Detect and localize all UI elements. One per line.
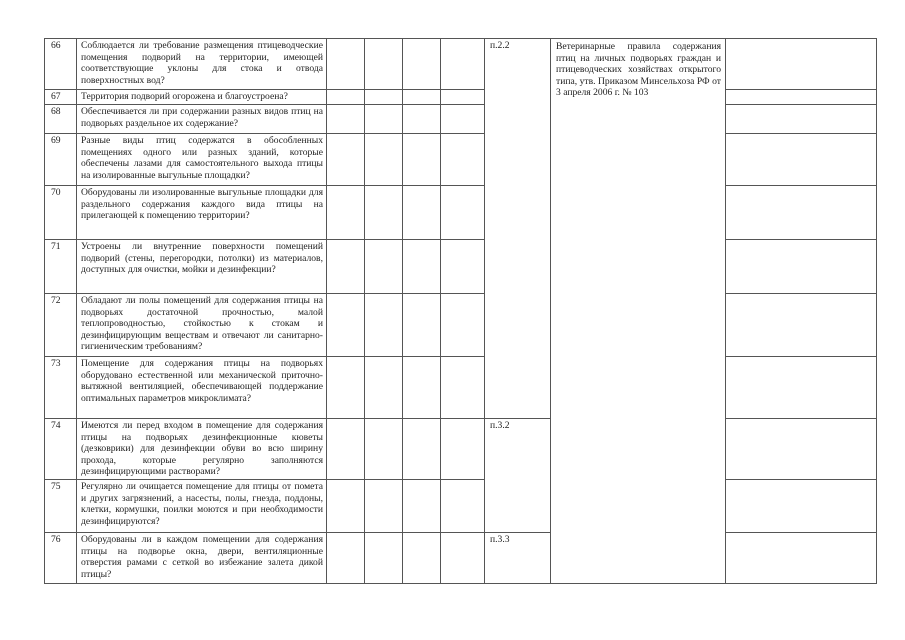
checklist-page [44,38,876,583]
table-row [45,90,877,105]
answer-cell-note [441,480,485,533]
answer-cell-na [403,186,441,240]
row-number: 76 [45,533,77,584]
answer-cell-yes [327,480,365,533]
answer-cell-yes [327,39,365,90]
answer-cell-yes [327,240,365,294]
row-number: 73 [45,357,77,419]
table-row [45,39,877,90]
answer-cell-no [365,419,403,480]
answer-cell-note [441,90,485,105]
answer-cell-no [365,294,403,357]
answer-cell-note [441,39,485,90]
requirement-text: Устроены ли внутренние поверхности помещений подворий (стены, перегородки, потолки) из материалов, доступных для очистки, мойки и дезинфекции? [77,240,327,294]
reference-clause: п.3.2 [485,419,551,533]
table-row [45,419,877,480]
answer-cell-na [403,419,441,480]
answer-cell-no [365,357,403,419]
table-row [45,533,877,584]
requirement-text: Территория подворий огорожена и благоустроена? [77,90,327,105]
requirement-text: Оборудованы ли в каждом помещении для содержания птицы на подворье окна, двери, вентиляционные отверстия рамами с сеткой во избежание залета дикой птицы? [77,533,327,584]
reference-clause: п.3.3 [485,533,551,584]
answer-cell-na [403,240,441,294]
answer-cell-na [403,90,441,105]
remarks-cell [726,533,877,584]
requirement-text: Обеспечивается ли при содержании разных видов птиц на подворьях раздельное их содержание? [77,105,327,134]
answer-cell-yes [327,419,365,480]
answer-cell-na [403,105,441,134]
answer-cell-yes [327,294,365,357]
answer-cell-yes [327,357,365,419]
answer-cell-note [441,105,485,134]
requirement-text: Разные виды птиц содержатся в обособленных помещениях одного или разных зданий, которые обеспечены лазами для самостоятельного выхода птицы на изолированные выгульные площадки? [77,134,327,186]
answer-cell-note [441,134,485,186]
reference-clause: п.2.2 [485,39,551,419]
requirement-text: Оборудованы ли изолированные выгульные площадки для раздельного содержания каждого вида птицы на прилегающей к помещению территории? [77,186,327,240]
remarks-cell [726,134,877,186]
answer-cell-no [365,533,403,584]
answer-cell-no [365,240,403,294]
answer-cell-na [403,294,441,357]
table-row [45,480,877,533]
answer-cell-no [365,39,403,90]
remarks-cell [726,480,877,533]
answer-cell-no [365,90,403,105]
table-row [45,105,877,134]
row-number: 72 [45,294,77,357]
answer-cell-yes [327,105,365,134]
remarks-cell [726,39,877,90]
remarks-cell [726,357,877,419]
answer-cell-note [441,533,485,584]
answer-cell-no [365,186,403,240]
checklist-table [44,38,877,584]
requirement-text: Соблюдается ли требование размещения птицеводческие помещения подворий на территории, имеющей соответствующие уклоны для стока и отвода поверхностных вод? [77,39,327,90]
remarks-cell [726,294,877,357]
answer-cell-no [365,480,403,533]
answer-cell-note [441,294,485,357]
answer-cell-na [403,533,441,584]
answer-cell-yes [327,533,365,584]
table-row [45,240,877,294]
answer-cell-no [365,105,403,134]
row-number: 75 [45,480,77,533]
requirement-text: Имеются ли перед входом в помещение для содержания птицы на подворьях дезинфекционные кюветы (дезковрики) для дезинфекции обуви во всю ширину прохода, которые регулярно заполняются дезинфицирующими растворами? [77,419,327,480]
requirement-text: Помещение для содержания птицы на подворьях оборудовано естественной или механической приточно-вытяжной вентиляцией, обеспечивающей поддержание оптимальных параметров микроклимата? [77,357,327,419]
remarks-cell [726,105,877,134]
answer-cell-note [441,419,485,480]
answer-cell-na [403,39,441,90]
remarks-cell [726,419,877,480]
answer-cell-yes [327,90,365,105]
row-number: 68 [45,105,77,134]
requirement-text: Регулярно ли очищается помещение для птицы от помета и других загрязнений, а насесты, полы, гнезда, поддоны, клетки, кормушки, поилки моются и при необходимости дезинфицируются? [77,480,327,533]
answer-cell-yes [327,134,365,186]
table-row [45,357,877,419]
row-number: 71 [45,240,77,294]
answer-cell-no [365,134,403,186]
answer-cell-note [441,357,485,419]
row-number: 67 [45,90,77,105]
remarks-cell [726,186,877,240]
answer-cell-note [441,186,485,240]
table-row [45,134,877,186]
table-row [45,294,877,357]
remarks-cell [726,240,877,294]
row-number: 74 [45,419,77,480]
answer-cell-na [403,134,441,186]
answer-cell-na [403,357,441,419]
row-number: 69 [45,134,77,186]
answer-cell-na [403,480,441,533]
row-number: 66 [45,39,77,90]
regulatory-document: Ветеринарные правила содержания птиц на личных подворьях граждан и птицеводческих хозяйствах открытого типа, утв. Приказом Минсельхоза РФ от 3 апреля 2006 г. № 103 [551,39,726,584]
remarks-cell [726,90,877,105]
requirement-text: Обладают ли полы помещений для содержания птицы на подворьях достаточной прочностью, малой теплопроводностью, стойкостью к стокам и дезинфицирующим веществам и отвечают ли санитарно- гигиеническим требованиям? [77,294,327,357]
table-row [45,186,877,240]
answer-cell-yes [327,186,365,240]
answer-cell-note [441,240,485,294]
row-number: 70 [45,186,77,240]
